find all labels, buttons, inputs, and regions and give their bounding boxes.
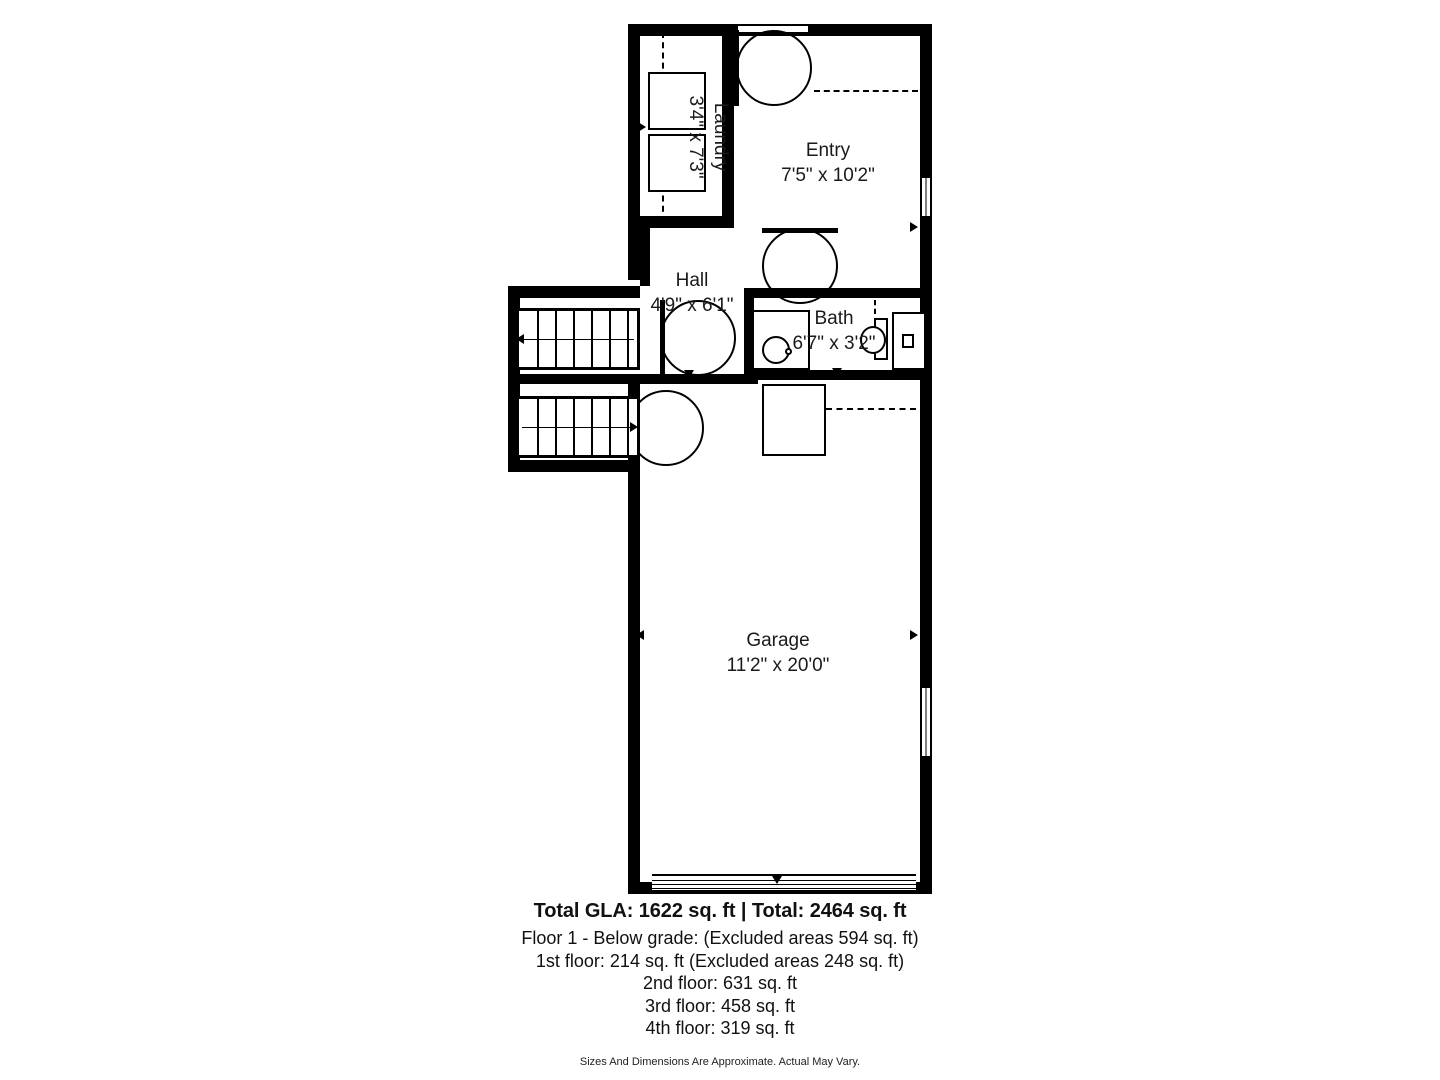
stairs-up-arrow-head <box>516 334 524 344</box>
wall-hall-mid <box>508 374 640 384</box>
room-dims-garage: 11'2" x 20'0" <box>726 655 830 677</box>
footer-line-4: 4th floor: 319 sq. ft <box>645 1018 795 1038</box>
wall-hall-bottom <box>508 460 640 472</box>
footer-line-2: 2nd floor: 631 sq. ft <box>642 973 798 993</box>
wall-laundry-bottom <box>628 216 734 228</box>
dim-tick-garage-bottom <box>772 876 782 884</box>
footer-line-1: 1st floor: 214 sq. ft (Excluded areas 248 sq. ft) <box>535 950 905 971</box>
dim-tick-garage-left <box>636 630 644 640</box>
room-dims-entry: 7'5" x 10'2" <box>781 165 875 187</box>
room-label-bath <box>738 306 930 356</box>
window-garage-east <box>920 686 932 758</box>
door-hall-entry-leaf <box>762 228 838 233</box>
wall-left-upper <box>628 24 640 280</box>
room-dims-laundry: 3'4" x 7'3" <box>685 95 706 179</box>
room-name-hall: Hall <box>675 270 709 291</box>
footer-disclaimer: Sizes And Dimensions Are Approximate. Actual May Vary. <box>579 1055 861 1068</box>
garage-overhead-dashed <box>826 408 916 410</box>
wall-hall-garage-div2 <box>724 374 758 384</box>
door-entry-arc <box>736 30 812 106</box>
dim-tick-bath-bottom <box>832 368 842 376</box>
room-dims-bath: 6'7" x 3'2" <box>792 333 876 355</box>
room-dims-hall: 4'9" x 6'1" <box>650 295 734 317</box>
stairs-down-arrow-head <box>630 422 638 432</box>
dim-tick-laundry-left <box>638 122 646 132</box>
dim-tick-laundry-bottom <box>684 218 694 226</box>
stairs-up-arrow-line <box>524 339 634 340</box>
garage-overhead-door[interactable] <box>652 874 916 892</box>
entry-closet-shelf-dashed <box>814 90 918 92</box>
footer-line-3: 3rd floor: 458 sq. ft <box>644 995 796 1016</box>
wall-garage-right-a <box>920 374 932 686</box>
dim-tick-garage-right <box>910 630 918 640</box>
room-name-garage: Garage <box>746 630 810 651</box>
door-entry-leaf <box>734 30 739 106</box>
room-name-laundry: Laundry <box>710 102 732 172</box>
room-label-garage <box>678 628 878 678</box>
room-label-entry <box>728 138 928 188</box>
footer-summary <box>0 900 1440 1068</box>
garage-step-landing <box>762 384 826 456</box>
room-label-laundry <box>683 77 733 197</box>
stairs-down-arrow-line <box>522 427 632 428</box>
room-name-entry: Entry <box>805 140 851 161</box>
dim-tick-entry-top <box>824 28 834 36</box>
footer-line-0: Floor 1 - Below grade: (Excluded areas 594 sq. ft) <box>521 928 919 948</box>
room-name-bath: Bath <box>814 308 854 329</box>
total-gla-line: Total GLA: 1622 sq. ft | Total: 2464 sq. ft <box>533 900 907 922</box>
dim-tick-hall-bottom <box>684 370 694 378</box>
wall-garage-right-b <box>920 758 932 894</box>
dim-tick-entry-right <box>910 222 918 232</box>
